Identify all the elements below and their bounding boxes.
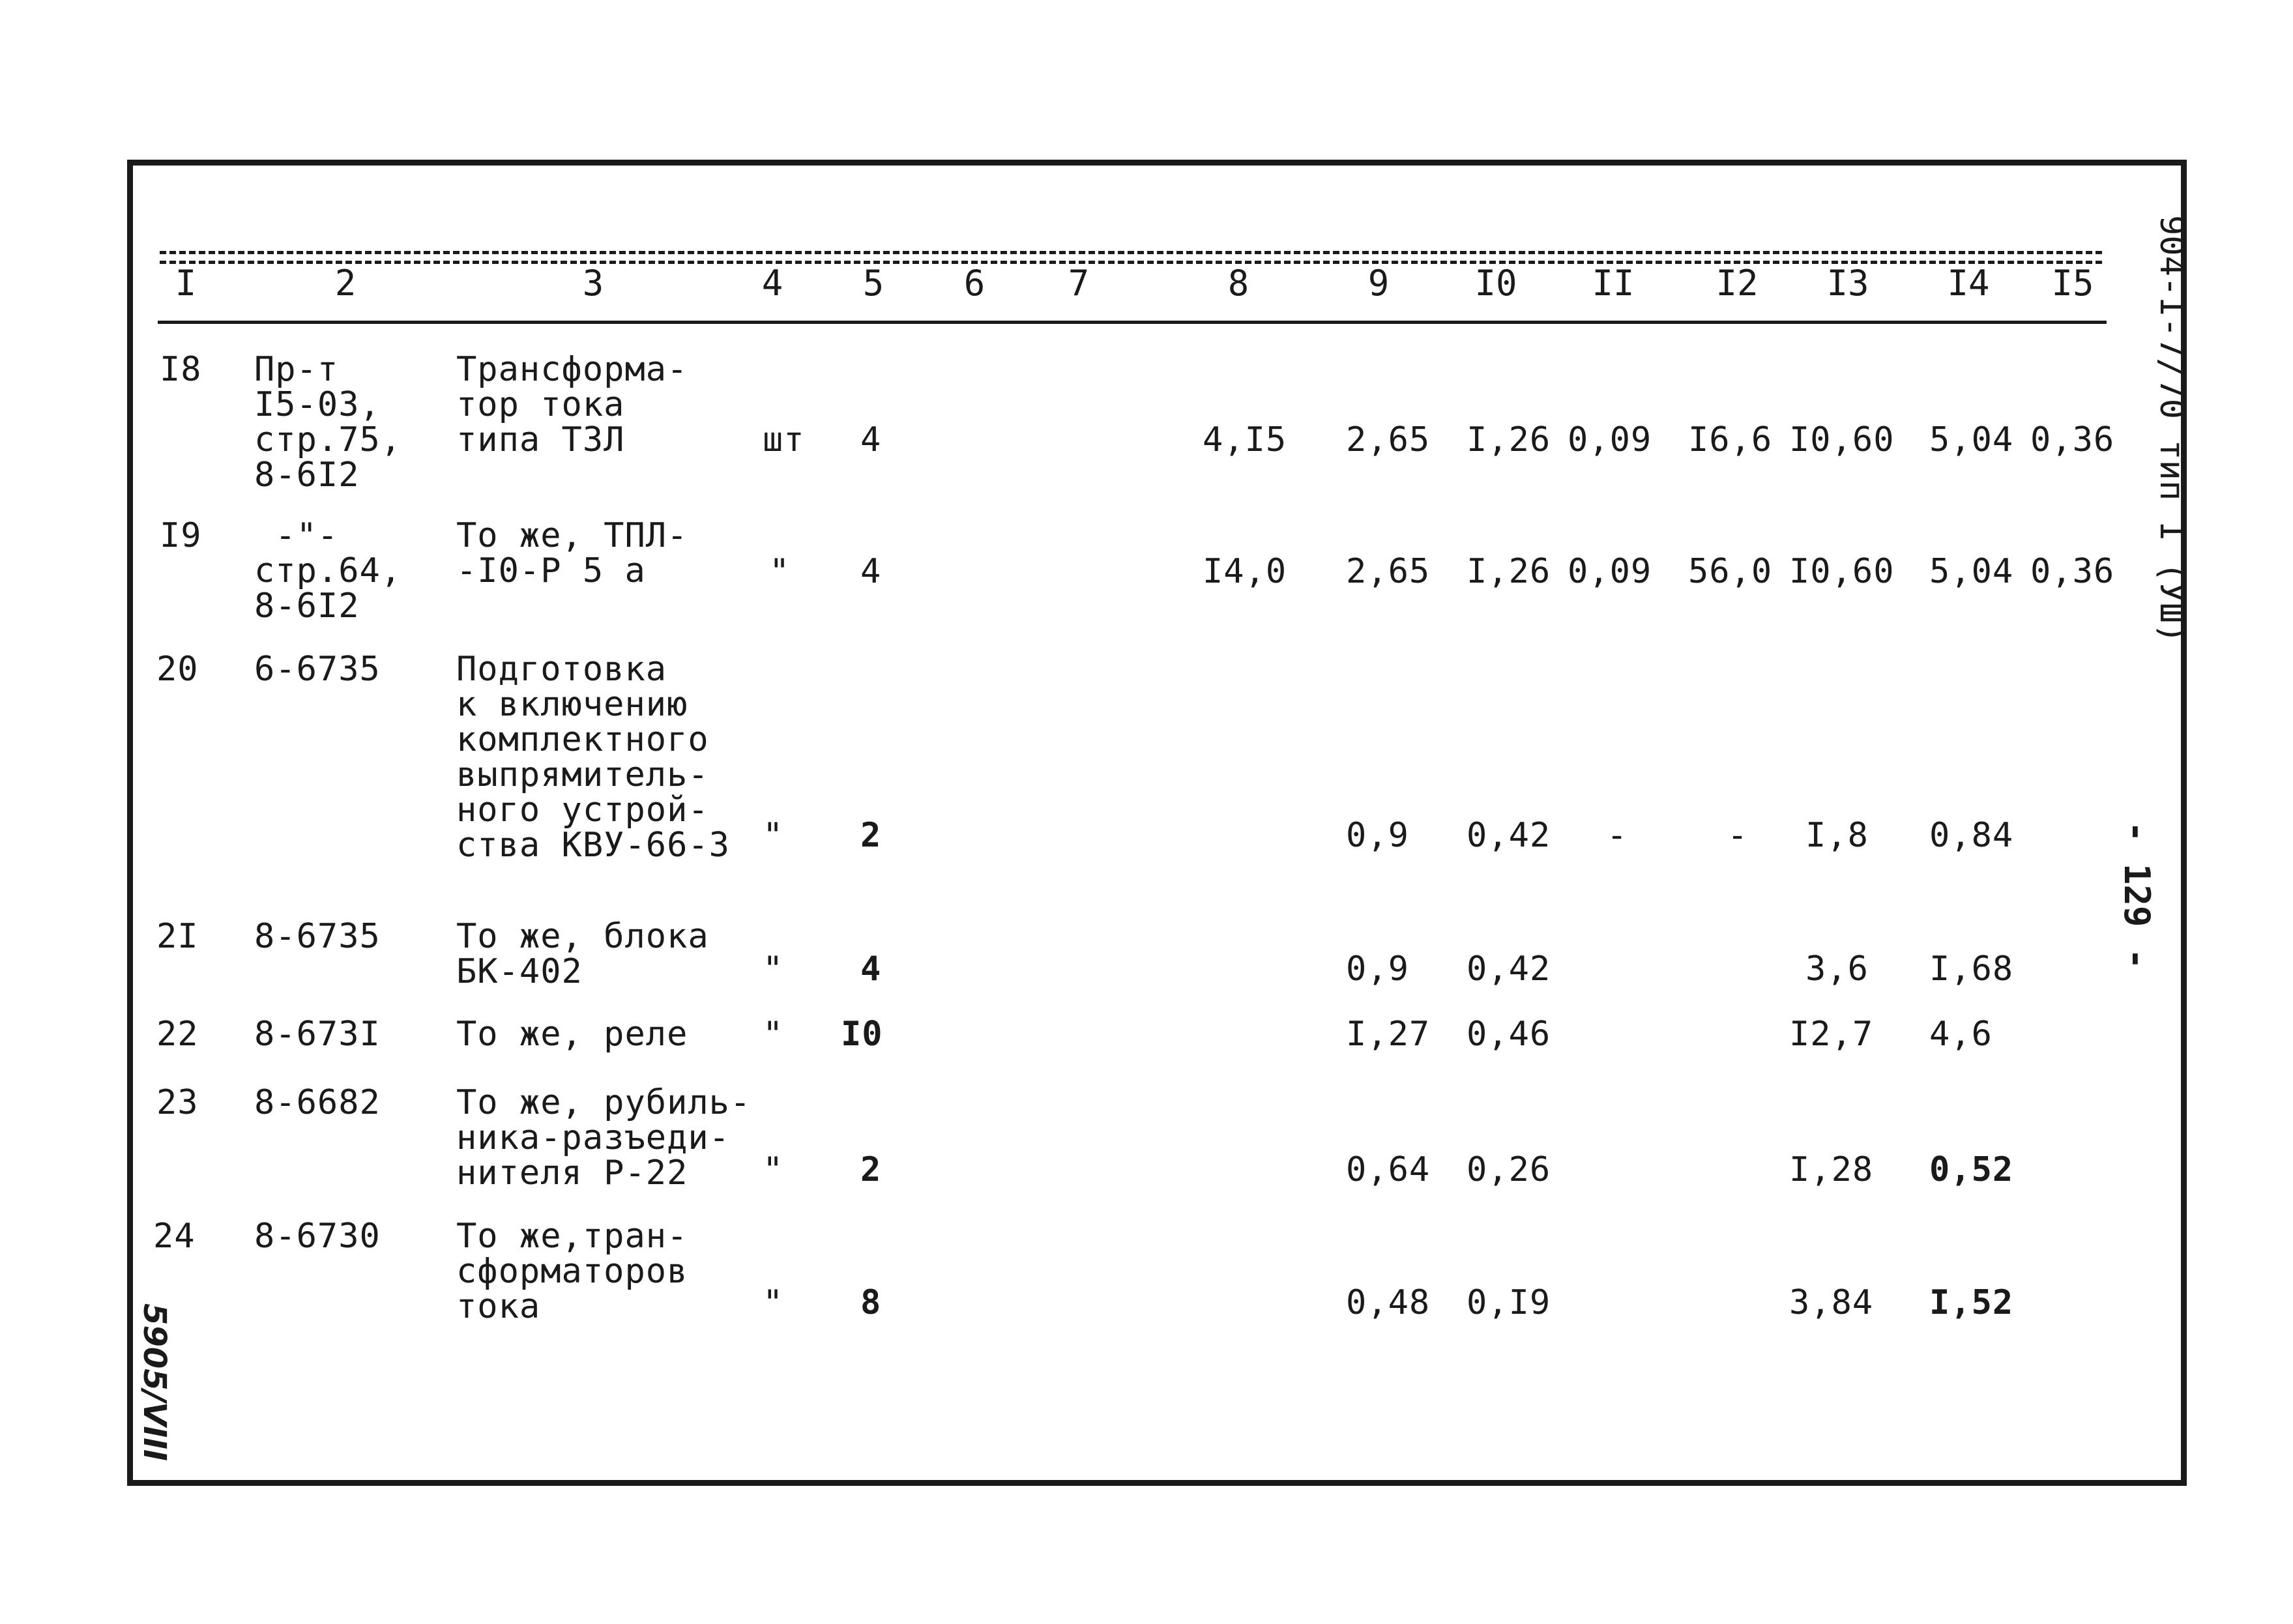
row-18-c11: 0,09: [1568, 420, 1652, 459]
row-22-c9: I,27: [1346, 1015, 1431, 1054]
col-header-11: II: [1592, 263, 1635, 304]
header-underline: [158, 321, 2107, 324]
row-18-code: Пр-т I5-03, стр.75, 8-6I2: [254, 350, 402, 495]
page-number: [2112, 821, 2177, 991]
row-18-c10: I,26: [1467, 420, 1551, 459]
row-23-num: 23: [156, 1083, 199, 1122]
row-22-unit: ": [763, 1015, 784, 1054]
row-21-c10: 0,42: [1467, 950, 1551, 989]
row-19-c12: 56,0: [1688, 552, 1773, 591]
row-18-qty: 4: [860, 420, 882, 459]
col-header-3: 3: [582, 263, 604, 304]
row-23-name: То же, рубиль- ника-разъеди- нителя Р-22: [456, 1083, 752, 1193]
page-number-text: - 129 -: [2116, 821, 2157, 970]
inventory-mark-text: 5905/VIII: [136, 1303, 173, 1461]
row-20-unit: ": [763, 816, 784, 855]
col-header-12: I2: [1716, 263, 1759, 304]
row-20-c12: -: [1727, 816, 1749, 855]
col-header-7: 7: [1068, 263, 1090, 304]
row-18-name: Трансформа- тор тока типа ТЗЛ: [456, 350, 688, 459]
row-21-name: То же, блока БК-402: [456, 917, 709, 991]
row-22-c10: 0,46: [1467, 1015, 1551, 1054]
header-dash-rule: [160, 251, 2102, 264]
document-frame: [127, 160, 2187, 1486]
row-19-c11: 0,09: [1568, 552, 1652, 591]
row-19-c15: 0,36: [2030, 552, 2115, 591]
row-19-unit: ": [769, 552, 791, 591]
row-19-c8: I4,0: [1203, 552, 1287, 591]
row-20-c14: 0,84: [1929, 816, 2014, 855]
col-header-9: 9: [1367, 263, 1390, 304]
row-20-c9: 0,9: [1346, 816, 1409, 855]
row-24-c13: 3,84: [1789, 1283, 1874, 1322]
row-23-unit: ": [763, 1150, 784, 1189]
row-24-qty: 8: [860, 1283, 882, 1322]
row-20-num: 20: [156, 650, 199, 689]
row-19-name: То же, ТПЛ- -I0-Р 5 а: [456, 516, 688, 590]
row-19-c9: 2,65: [1346, 552, 1431, 591]
row-21-c13: 3,6: [1805, 950, 1869, 989]
row-21-c9: 0,9: [1346, 950, 1409, 989]
row-23-c14: 0,52: [1929, 1150, 2014, 1189]
row-23-code: 8-6682: [254, 1083, 381, 1122]
col-header-10: I0: [1474, 263, 1517, 304]
row-20-name: Подготовка к включению комплектного выпрямитель- ного устрой- ства КВУ-66-3: [456, 650, 730, 865]
row-19-qty: 4: [860, 552, 882, 591]
row-19-c13: I0,60: [1789, 552, 1895, 591]
row-24-code: 8-6730: [254, 1217, 381, 1256]
side-document-code: [2152, 215, 2197, 684]
col-header-13: I3: [1826, 263, 1869, 304]
row-20-code: 6-6735: [254, 650, 381, 689]
row-21-c14: I,68: [1929, 950, 2014, 989]
row-24-unit: ": [763, 1283, 784, 1322]
row-20-c13: I,8: [1805, 816, 1869, 855]
row-24-name: То же,тран- сформаторов тока: [456, 1217, 688, 1326]
col-header-6: 6: [963, 263, 986, 304]
row-18-c14: 5,04: [1929, 420, 2014, 459]
row-21-code: 8-6735: [254, 917, 381, 956]
col-header-5: 5: [862, 263, 884, 304]
row-18-c12: I6,6: [1688, 420, 1773, 459]
row-20-c10: 0,42: [1467, 816, 1551, 855]
row-24-c10: 0,I9: [1467, 1283, 1551, 1322]
row-21-num: 2I: [156, 917, 199, 956]
row-22-code: 8-673I: [254, 1015, 381, 1054]
inventory-mark: [134, 1303, 186, 1466]
row-22-num: 22: [156, 1015, 199, 1054]
row-22-name: То же, реле: [456, 1015, 688, 1054]
row-23-c13: I,28: [1789, 1150, 1874, 1189]
row-20-qty: 2: [860, 816, 882, 855]
row-21-unit: ": [763, 950, 784, 989]
row-22-c13: I2,7: [1789, 1015, 1874, 1054]
col-header-2: 2: [334, 263, 357, 304]
row-18-c13: I0,60: [1789, 420, 1895, 459]
row-21-qty: 4: [860, 950, 882, 989]
row-19-num: I9: [160, 516, 202, 555]
row-19-c10: I,26: [1467, 552, 1551, 591]
row-18-unit: шт: [763, 420, 805, 459]
side-document-code-text: 904-I-7/70 тип I (УШ): [2152, 215, 2191, 644]
row-24-c14: I,52: [1929, 1283, 2014, 1322]
col-header-4: 4: [761, 263, 783, 304]
row-18-num: I8: [160, 350, 202, 389]
col-header-15: I5: [2051, 263, 2094, 304]
col-header-1: I: [175, 263, 197, 304]
row-23-qty: 2: [860, 1150, 882, 1189]
row-22-qty: I0: [841, 1015, 883, 1054]
row-24-c9: 0,48: [1346, 1283, 1431, 1322]
row-18-c15: 0,36: [2030, 420, 2115, 459]
row-22-c14: 4,6: [1929, 1015, 1993, 1054]
row-24-num: 24: [153, 1217, 196, 1256]
row-18-c9: 2,65: [1346, 420, 1431, 459]
row-20-c11: -: [1607, 816, 1628, 855]
row-18-c8: 4,I5: [1203, 420, 1287, 459]
col-header-8: 8: [1227, 263, 1249, 304]
col-header-14: I4: [1947, 263, 1990, 304]
row-23-c9: 0,64: [1346, 1150, 1431, 1189]
row-19-c14: 5,04: [1929, 552, 2014, 591]
row-23-c10: 0,26: [1467, 1150, 1551, 1189]
row-19-code: -"- стр.64, 8-6I2: [254, 516, 402, 626]
